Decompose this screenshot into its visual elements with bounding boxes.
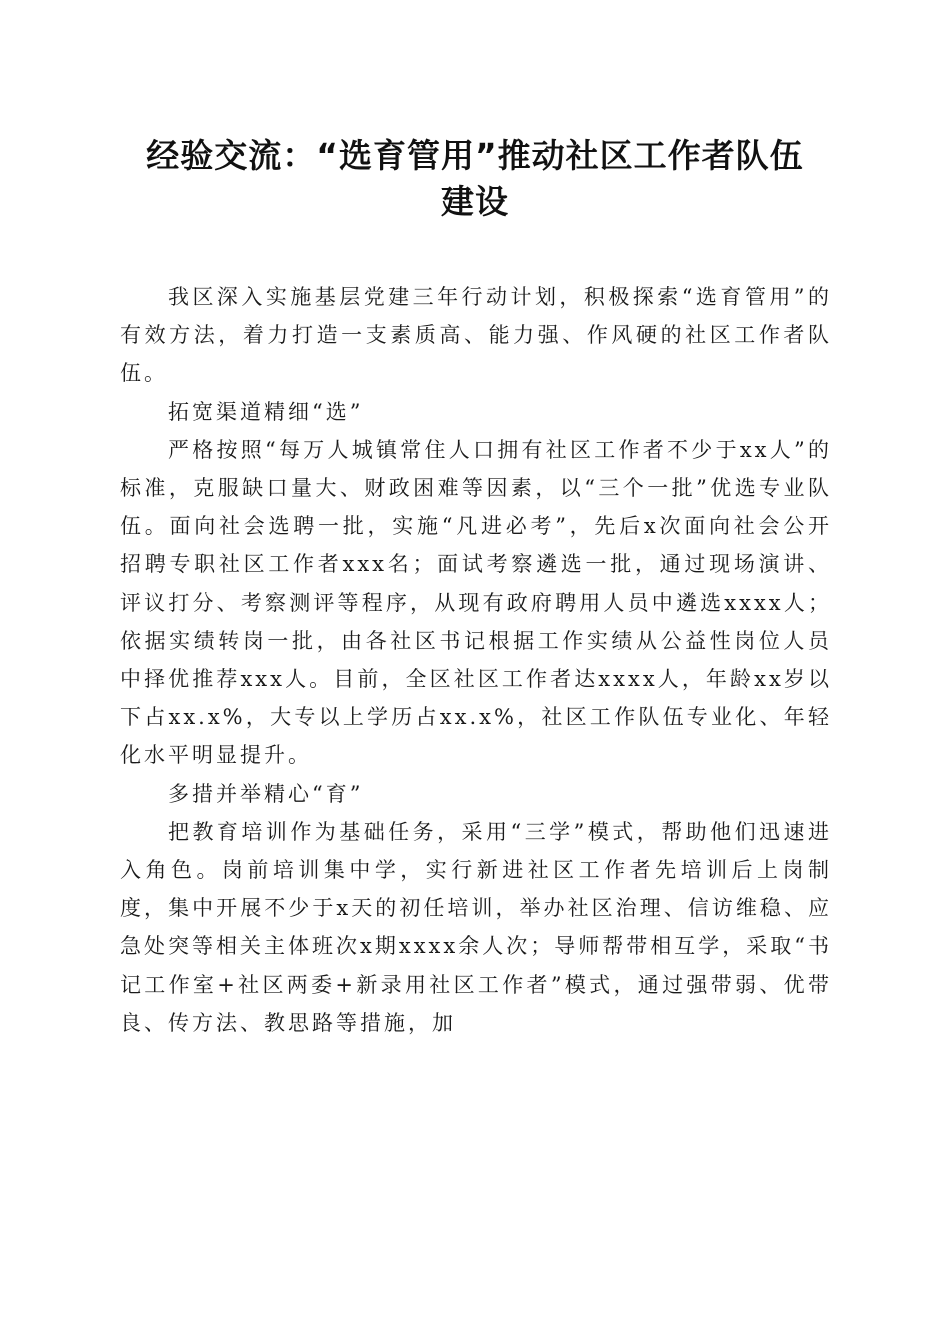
title-line-1: 经验交流：“选育管用”推动社区工作者队伍	[146, 136, 804, 175]
intro-paragraph: 我区深入实施基层党建三年行动计划，积极探索“选育管用”的有效方法，着力打造一支素质高、能力强、作风硬的社区工作者队伍。	[120, 285, 832, 386]
document-title	[110, 133, 840, 225]
cultivate-paragraph: 把教育培训作为基础任务，采用“三学”模式，帮助他们迅速进入角色。岗前培训集中学，实行新进社区工作者先培训后上岗制度，集中开展不少于x天的初任培训，举办社区治理、信访维稳、应急处突等相关主体班次x期xxxx余人次；导师帮带相互学，采取“书记工作室+社区两委+新录用社区工作者”模式，通过强带弱、优带良、传方法、教思路等措施，加	[120, 819, 832, 1035]
document-body	[120, 278, 832, 1042]
select-paragraph: 严格按照“每万人城镇常住人口拥有社区工作者不少于xx人”的标准，克服缺口量大、财政困难等因素，以“三个一批”优选专业队伍。面向社会选聘一批，实施“凡进必考”，先后x次面向社会公开招聘专职社区工作者xxx名；面试考察遴选一批，通过现场演讲、评议打分、考察测评等程序，从现有政府聘用人员中遴选xxxx人；依据实绩转岗一批，由各社区书记根据工作实绩从公益性岗位人员中择优推荐xxx人。目前，全区社区工作者达xxxx人，年龄xx岁以下占xx.x%，大专以上学历占xx.x%，社区工作队伍专业化、年轻化水平明显提升。	[120, 437, 832, 768]
section-heading-select: 拓宽渠道精细“选”	[168, 399, 364, 424]
section-heading-cultivate: 多措并举精心“育”	[168, 781, 364, 806]
title-line-2: 建设	[441, 182, 509, 221]
